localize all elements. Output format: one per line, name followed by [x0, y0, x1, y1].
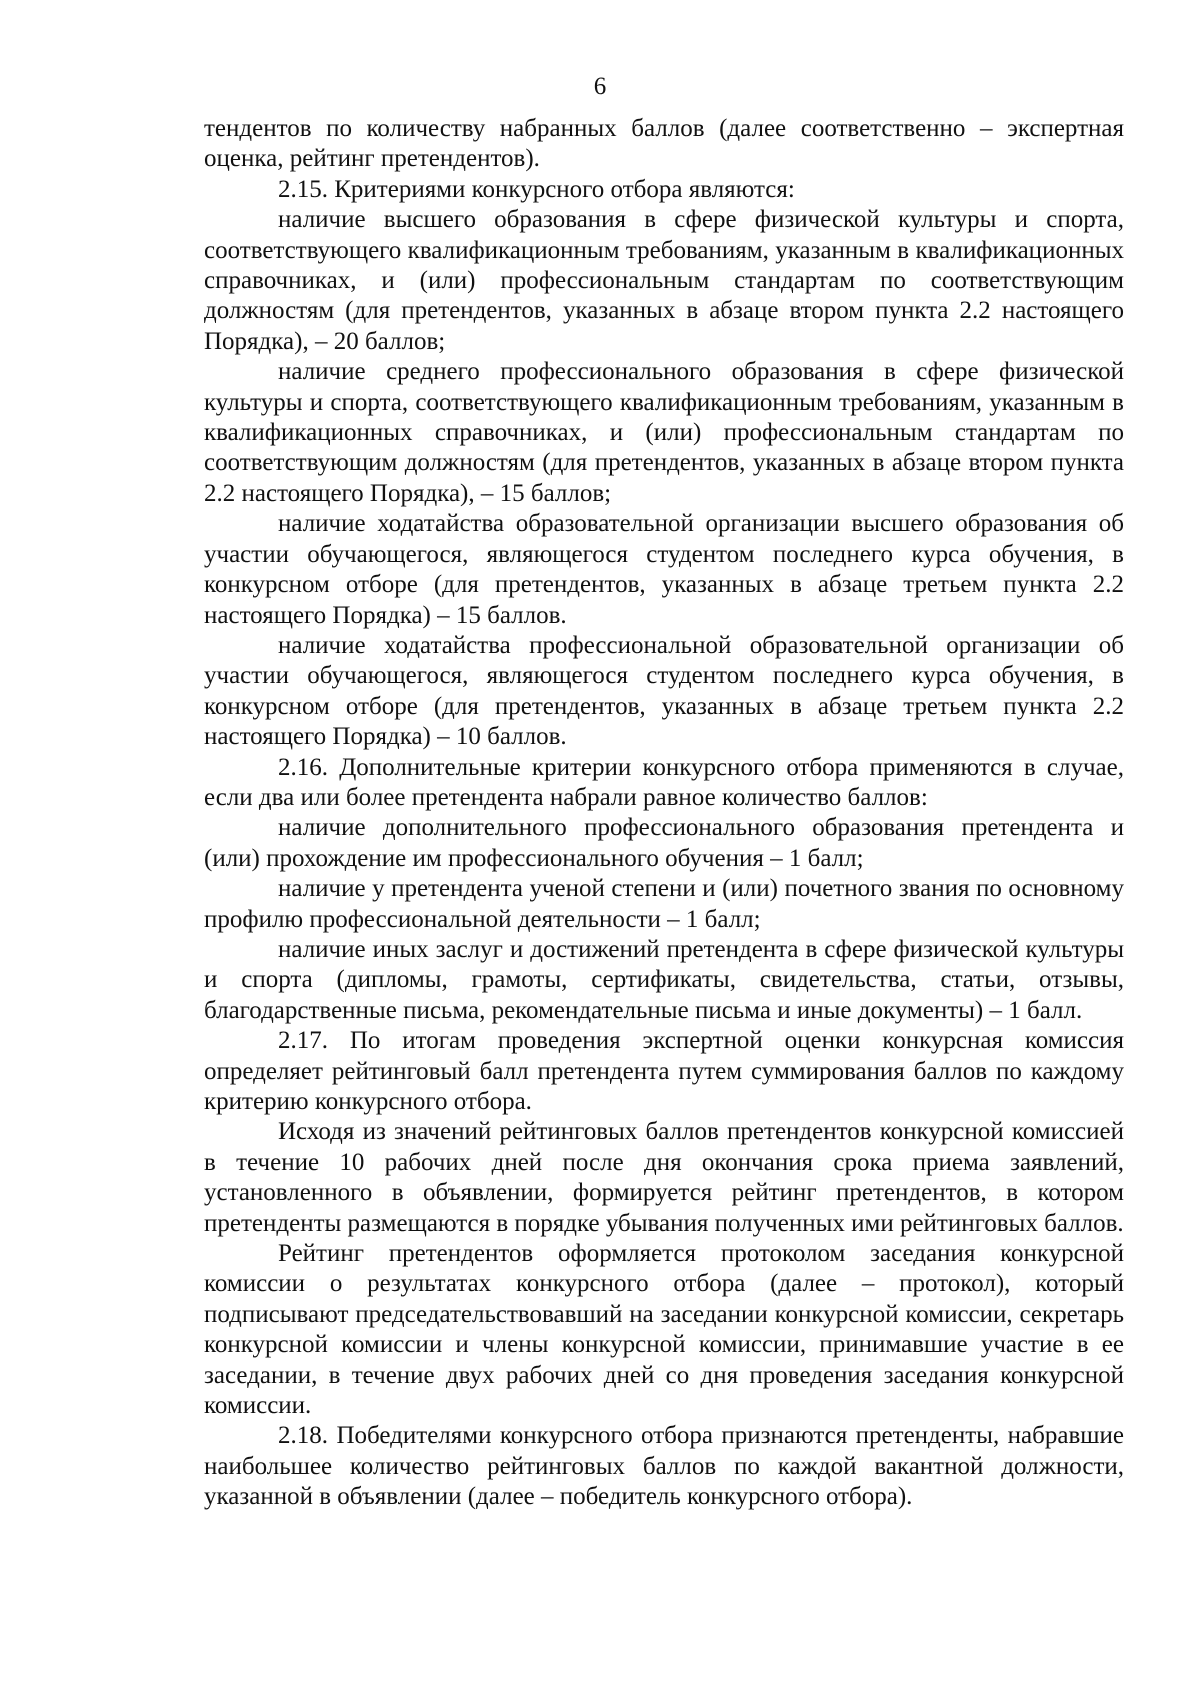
paragraph-section-2-15: 2.15. Критериями конкурсного отбора являются:: [278, 175, 795, 203]
paragraph-criterion-secondary-education: наличие среднего профессионального образования в сфере физической культуры и спорта, соответствующего квалификационным требованиям, указанным в квалификационных справочниках, и (или) профессиональным стандартам по соответствующим должностям (для претендентов, указанных в абзаце втором пункта 2.2 настоящего Порядка), – 15 баллов;: [204, 358, 1124, 507]
paragraph-section-2-16: 2.16. Дополнительные критерии конкурсного отбора применяются в случае, если два или более претендента набрали равное количество баллов:: [204, 753, 1124, 811]
paragraph-extra-academic-degree: наличие у претендента ученой степени и (или) почетного звания по основному профилю профессиональной деятельности – 1 балл;: [204, 875, 1124, 933]
paragraph-extra-additional-education: наличие дополнительного профессионального образования претендента и (или) прохождение им профессионального обучения – 1 балл;: [204, 814, 1124, 872]
paragraph-section-2-18: 2.18. Победителями конкурсного отбора признаются претенденты, набравшие наибольшее количество рейтинговых баллов по каждой вакантной должности, указанной в объявлении (далее – победитель конкурсного отбора).: [204, 1422, 1124, 1511]
paragraph-criterion-professional-petition: наличие ходатайства профессиональной образовательной организации об участии обучающегося, являющегося студентом последнего курса обучения, в конкурсном отборе (для претендентов, указанных в абзаце третьем пункта 2.2 настоящего Порядка) – 10 баллов.: [204, 631, 1124, 751]
paragraph-extra-achievements: наличие иных заслуг и достижений претендента в сфере физической культуры и спорта (дипломы, грамоты, сертификаты, свидетельства, статьи, отзывы, благодарственные письма, рекомендательные письма и иные документы) – 1 балл.: [204, 935, 1124, 1024]
paragraph-continuation: тендентов по количеству набранных баллов (далее соответственно – экспертная оценка, рейтинг претендентов).: [204, 115, 1124, 173]
paragraph-rating-protocol: Рейтинг претендентов оформляется протоколом заседания конкурсной комиссии о результатах конкурсного отбора (далее – протокол), который подписывают председательствовавший на заседании конкурсной комиссии, секретарь конкурсной комиссии и члены конкурсной комиссии, принимавшие участие в ее заседании, в течение двух рабочих дней со дня проведения заседания конкурсной комиссии.: [204, 1240, 1124, 1420]
paragraph-section-2-17: 2.17. По итогам проведения экспертной оценки конкурсная комиссия определяет рейтинговый балл претендента путем суммирования баллов по каждому критерию конкурсного отбора.: [204, 1027, 1124, 1115]
document-body: [204, 114, 1124, 1513]
page-number: 6: [593, 73, 607, 100]
paragraph-criterion-higher-education: наличие высшего образования в сфере физической культуры и спорта, соответствующего квалификационным требованиям, указанным в квалификационных справочниках, и (или) профессиональным стандартам по соответствующим должностям (для претендентов, указанных в абзаце втором пункта 2.2 настоящего Порядка), – 20 баллов;: [204, 206, 1124, 355]
paragraph-rating-formation: Исходя из значений рейтинговых баллов претендентов конкурсной комиссией в течение 10 рабочих дней после дня окончания срока приема заявлений, установленного в объявлении, формируется рейтинг претендентов, в котором претенденты размещаются в порядке убывания полученных ими рейтинговых баллов.: [204, 1118, 1124, 1237]
paragraph-criterion-higher-petition: наличие ходатайства образовательной организации высшего образования об участии обучающегося, являющегося студентом последнего курса обучения, в конкурсном отборе (для претендентов, указанных в абзаце третьем пункта 2.2 настоящего Порядка) – 15 баллов.: [204, 510, 1124, 629]
